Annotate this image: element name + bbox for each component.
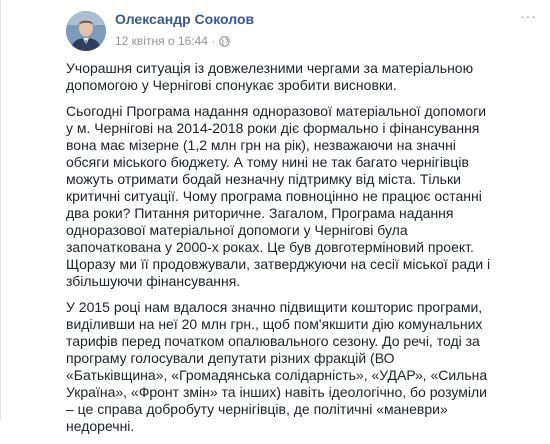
globe-icon[interactable] (219, 36, 230, 47)
avatar-portrait (66, 11, 106, 51)
post-body (66, 60, 496, 444)
post-meta (115, 34, 230, 48)
post-paragraph: Сьогодні Програма надання одноразової матеріальної допомоги у м. Чернігові на 2014-2018 роки діє формально і фінансування вона має мізерне (1,2 млн грн на рік), незважаючи на значні обсяги міського бюджету. А тому нині не так багато чернігівців можуть отримати бодай незначну підтримку від міста. Тільки критичні ситуації. Чому програма повноцінно не працює останні два роки? Питання риторичне. Загалом, Програма надання одноразової матеріальної допомоги у Чернігові була започаткована у 2000-х роках. Це був довготерміновий проект. Щоразу ми її продовжували, затверджуючи на сесії міської ради і збільшуючи фінансування. (66, 103, 491, 289)
author-avatar[interactable] (66, 11, 106, 51)
more-options-icon[interactable]: ··· (520, 8, 537, 24)
post-paragraph: Учорашня ситуація із довжелезними чергами за матеріальною допомогою у Чернігові спонукає зробити висновки. (66, 60, 474, 93)
post-paragraph: У 2015 році нам вдалося значно підвищити кошторис програми, виділивши на неї 20 млн грн., щоб пом'якшити дію комунальних тарифів перед початком опалювального сезону. До речі, тоді за програму голосували депутати різних фракцій (ВО «Батьківщина», «Громадянська солідарність», «УДАР», «Сильна Україна», «Фронт змін» та інших) навіть ідеологічно, бо розуміли – це справа добробуту чернігівців, де політичні «маневри» недоречні. (66, 299, 488, 434)
post-date[interactable]: 12 квітня о 16:44 · (115, 34, 216, 48)
author-name[interactable]: Олександр Соколов (115, 11, 255, 27)
